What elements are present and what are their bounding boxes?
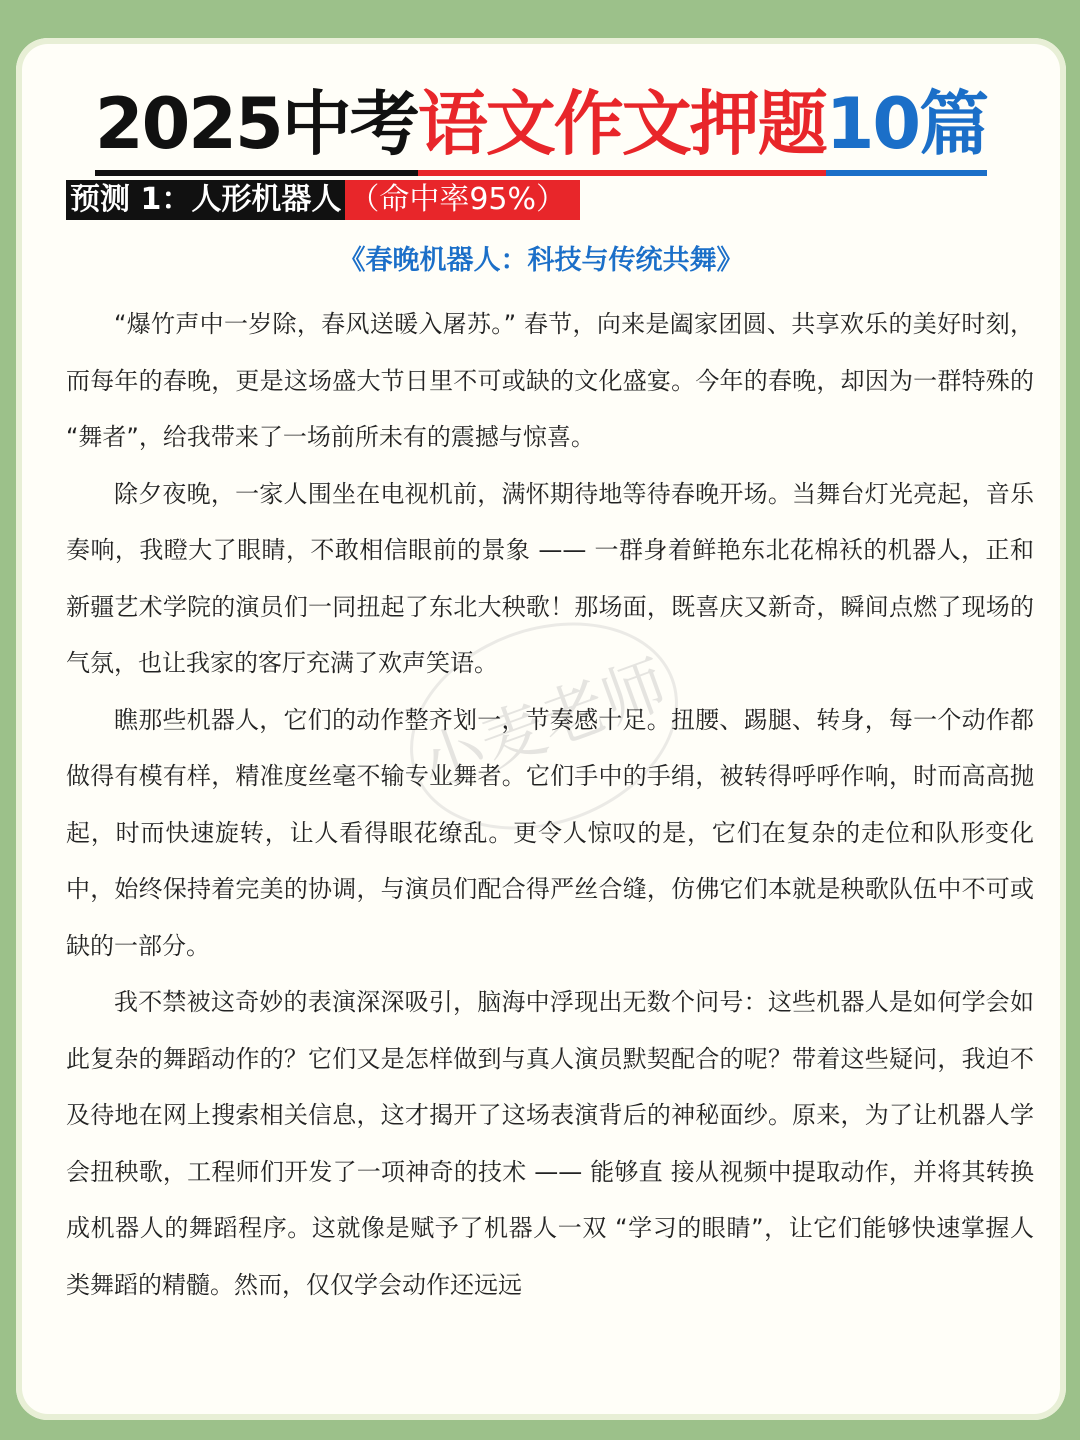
essay-body — [66, 296, 1034, 1313]
paragraph-2: 除夕夜晚，一家人围坐在电视机前，满怀期待地等待春晚开场。当舞台灯光亮起，音乐奏响，我瞪大了眼睛，不敢相信眼前的景象 —— 一群身着鲜艳东北花棉袄的机器人，正和新疆艺术学院的演员们一同扭起了东北大秧歌！那场面，既喜庆又新奇，瞬间点燃了现场的气氛，也让我家的客厅充满了欢声笑语。 — [66, 479, 1034, 677]
watermark-text: 小麦老师 — [411, 647, 677, 805]
page-title — [95, 82, 987, 176]
title-part-count: 10篇 — [826, 82, 987, 176]
essay-title: 《春晚机器人：科技与传统共舞》 — [338, 245, 744, 276]
paragraph-4: 我不禁被这奇妙的表演深深吸引，脑海中浮现出无数个问号：这些机器人是如何学会如此复杂的舞蹈动作的？它们又是怎样做到与真人演员默契配合的呢？带着这些疑问，我迫不及待地在网上搜索相关信息，这才揭开了这场表演背后的神秘面纱。原来，为了让机器人学会扭秧歌，工程师们开发了一项神奇的技术 —— 能够直 接从视频中提取动作，并将其转换成机器人的舞蹈程序。这就像是赋予了机器人一双 “学习的眼睛”，让它们能够快速掌握人类舞蹈的精髓。然而，仅仅学会动作还远远 — [66, 988, 1034, 1299]
prediction-heading — [66, 180, 580, 220]
title-banner — [16, 82, 1066, 176]
title-part-year: 2025中考 — [95, 82, 418, 176]
paragraph-1: “爆竹声中一岁除，春风送暖入屠苏。” 春节，向来是阖家团圆、共享欢乐的美好时刻，而每年的春晚，更是这场盛大节日里不可或缺的文化盛宴。今年的春晚，却因为一群特殊的 “舞者”，给我带来了一场前所未有的震撼与惊喜。 — [66, 310, 1034, 451]
title-part-subject: 语文作文押题 — [418, 82, 826, 176]
page-card — [16, 38, 1066, 1420]
prediction-rate-badge: （命中率95%） — [345, 180, 580, 220]
paragraph-3: 瞧那些机器人，它们的动作整齐划一，节奏感十足。扭腰、踢腿、转身，每一个动作都做得有模有样，精准度丝毫不输专业舞者。它们手中的手绢，被转得呼呼作响，时而高高抛起，时而快速旋转，让人看得眼花缭乱。更令人惊叹的是，它们在复杂的走位和队形变化中，始终保持着完美的协调，与演员们配合得严丝合缝，仿佛它们本就是秧歌队伍中不可或缺的一部分。 — [66, 705, 1034, 960]
prediction-label: 预测 1：人形机器人 — [66, 180, 345, 220]
